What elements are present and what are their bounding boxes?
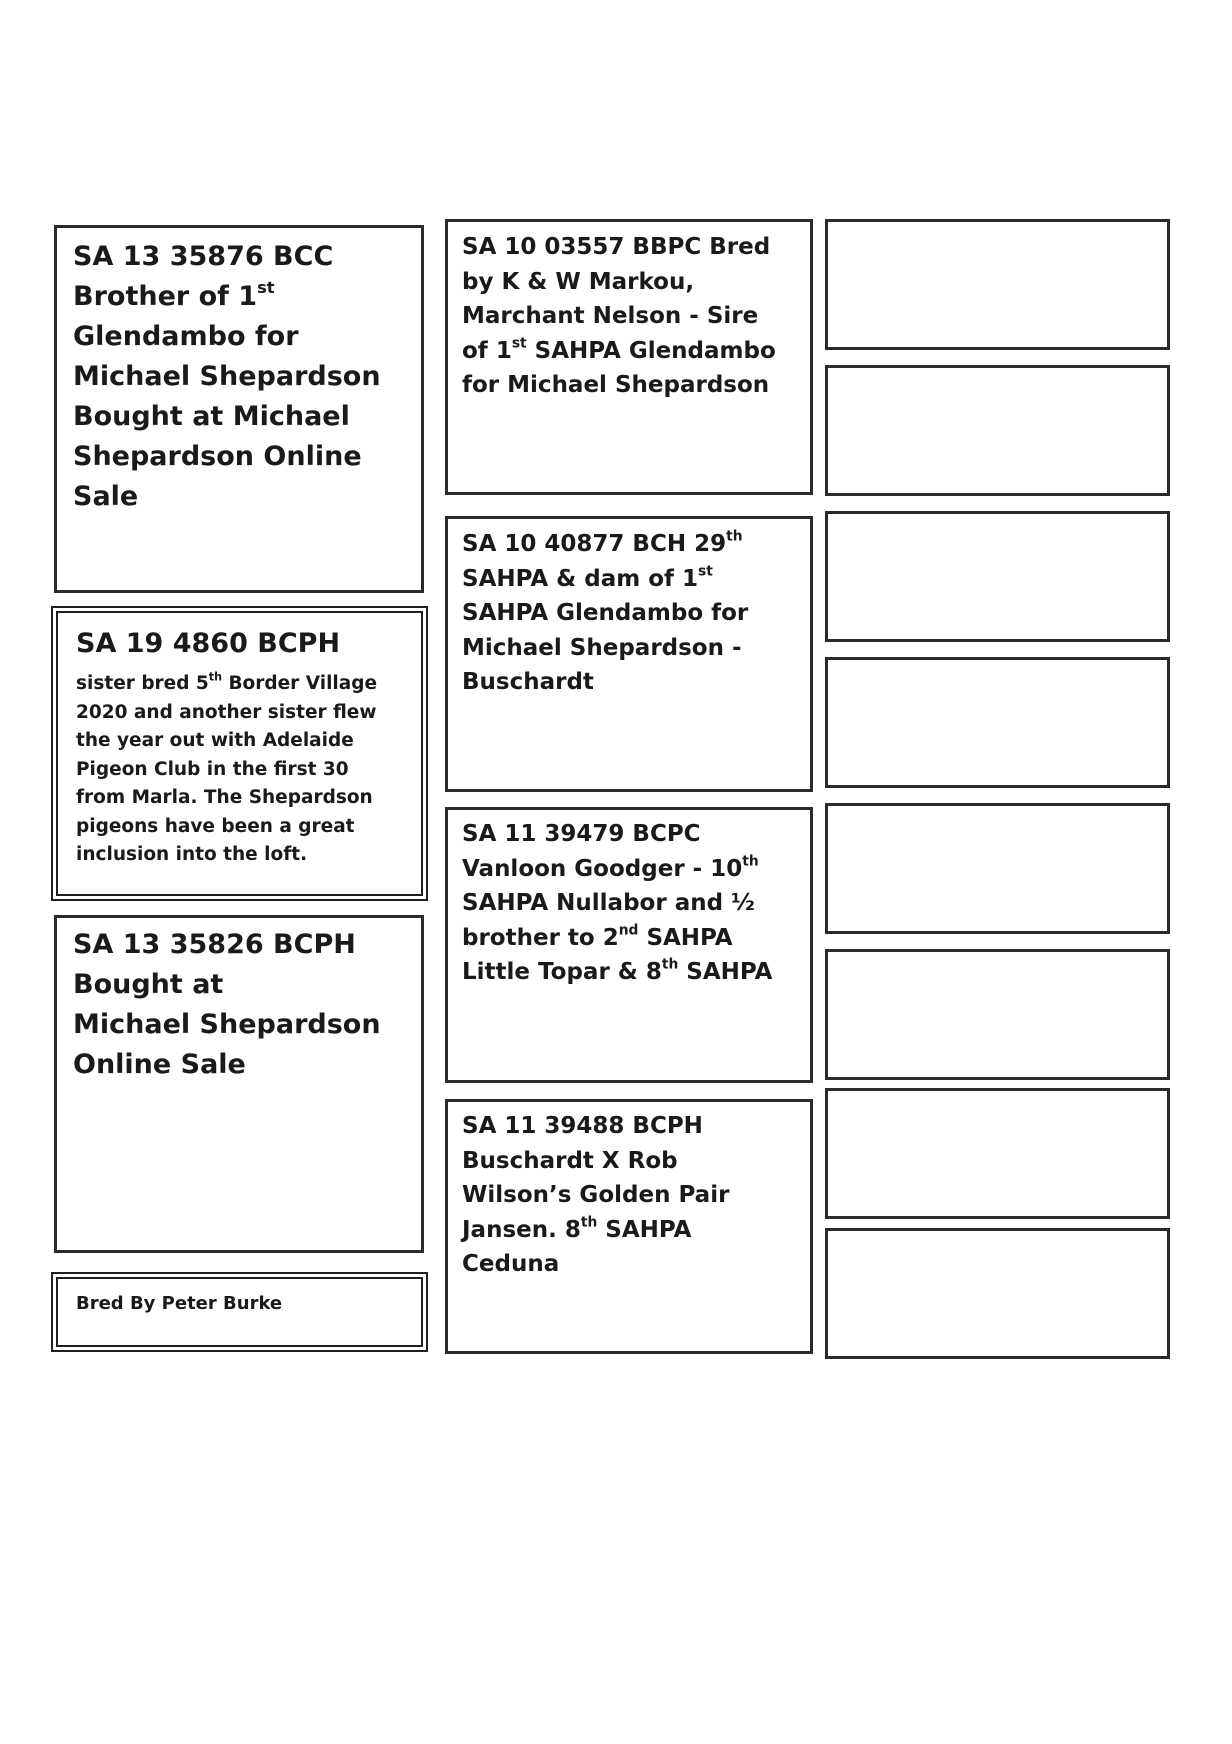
pigeon-card-6-text xyxy=(462,817,772,990)
card-line: SAHPA & dam of 1st xyxy=(462,563,713,592)
card-line: Vanloon Goodger - 10th xyxy=(462,853,759,882)
pigeon-card-4-text xyxy=(462,230,776,403)
card-line: SAHPA Nullabor and ½ xyxy=(462,890,755,916)
card-line: Sale xyxy=(73,481,139,512)
empty-box xyxy=(825,1088,1170,1219)
ordinal-suffix: th xyxy=(661,956,679,973)
card-line: SAHPA Glendambo for xyxy=(462,600,749,626)
card-line: Pigeon Club in the first 30 xyxy=(76,758,349,780)
card-line: brother to 2nd SAHPA xyxy=(462,922,733,951)
card-line: Michael Shepardson xyxy=(73,1009,381,1040)
card-line: Online Sale xyxy=(73,1049,246,1080)
card-line: SA 11 39488 BCPH xyxy=(462,1113,703,1139)
card-line: sister bred 5th Border Village xyxy=(76,670,378,694)
card-line: Bought at Michael xyxy=(73,401,350,432)
empty-box xyxy=(825,1228,1170,1359)
pigeon-card-2-text xyxy=(76,624,377,870)
ordinal-suffix: st xyxy=(257,277,275,297)
card-line: by K & W Markou, xyxy=(462,268,695,295)
empty-box xyxy=(825,949,1170,1080)
card-line: Shepardson Online xyxy=(73,441,362,472)
card-line: of 1st SAHPA Glendambo xyxy=(462,335,776,364)
card-line: Marchant Nelson - Sire xyxy=(462,303,759,329)
card-line: Little Topar & 8th SAHPA xyxy=(462,956,773,985)
card-line: SA 13 35826 BCPH xyxy=(73,929,356,960)
card-line: Buschardt X Rob xyxy=(462,1147,678,1174)
card-line: Glendambo for xyxy=(73,321,299,352)
ordinal-suffix: st xyxy=(511,335,527,352)
card-line: Wilson’s Golden Pair xyxy=(462,1182,730,1208)
card-line: SA 10 40877 BCH 29th xyxy=(462,528,743,557)
pigeon-card-7-text xyxy=(462,1109,729,1282)
card-line: for Michael Shepardson xyxy=(462,372,770,398)
empty-box xyxy=(825,803,1170,934)
empty-box xyxy=(825,365,1170,496)
card-line: Bought at xyxy=(73,969,224,1000)
card-line: Michael Shepardson xyxy=(73,361,381,392)
card-title: SA 19 4860 BCPH xyxy=(76,628,341,659)
ordinal-suffix: th xyxy=(208,670,222,684)
card-line: SA 11 39479 BCPC xyxy=(462,821,701,847)
pigeon-card-1-text xyxy=(73,237,381,517)
ordinal-suffix: st xyxy=(698,563,713,580)
card-line: Buschardt xyxy=(462,669,594,695)
ordinal-suffix: th xyxy=(580,1214,598,1231)
breeder-label-text: Bred By Peter Burke xyxy=(76,1293,283,1314)
card-line: 2020 and another sister flew xyxy=(76,701,377,723)
card-line: Ceduna xyxy=(462,1251,560,1277)
ordinal-suffix: nd xyxy=(618,922,639,939)
pigeon-card-3-text xyxy=(73,925,381,1085)
ordinal-suffix: th xyxy=(726,528,743,545)
empty-box xyxy=(825,219,1170,350)
card-line: the year out with Adelaide xyxy=(76,730,354,751)
card-line: pigeons have been a great xyxy=(76,815,355,837)
card-line: inclusion into the loft. xyxy=(76,844,308,865)
empty-box xyxy=(825,657,1170,788)
card-line: SA 13 35876 BCC xyxy=(73,241,334,272)
card-line: from Marla. The Shepardson xyxy=(76,787,373,808)
empty-box xyxy=(825,511,1170,642)
pigeon-card-5-text xyxy=(462,527,748,700)
ordinal-suffix: th xyxy=(742,853,759,870)
card-line: Jansen. 8th SAHPA xyxy=(462,1214,692,1243)
card-line: SA 10 03557 BBPC Bred xyxy=(462,234,771,260)
card-line: Michael Shepardson - xyxy=(462,634,742,661)
card-line: Brother of 1st xyxy=(73,277,275,312)
